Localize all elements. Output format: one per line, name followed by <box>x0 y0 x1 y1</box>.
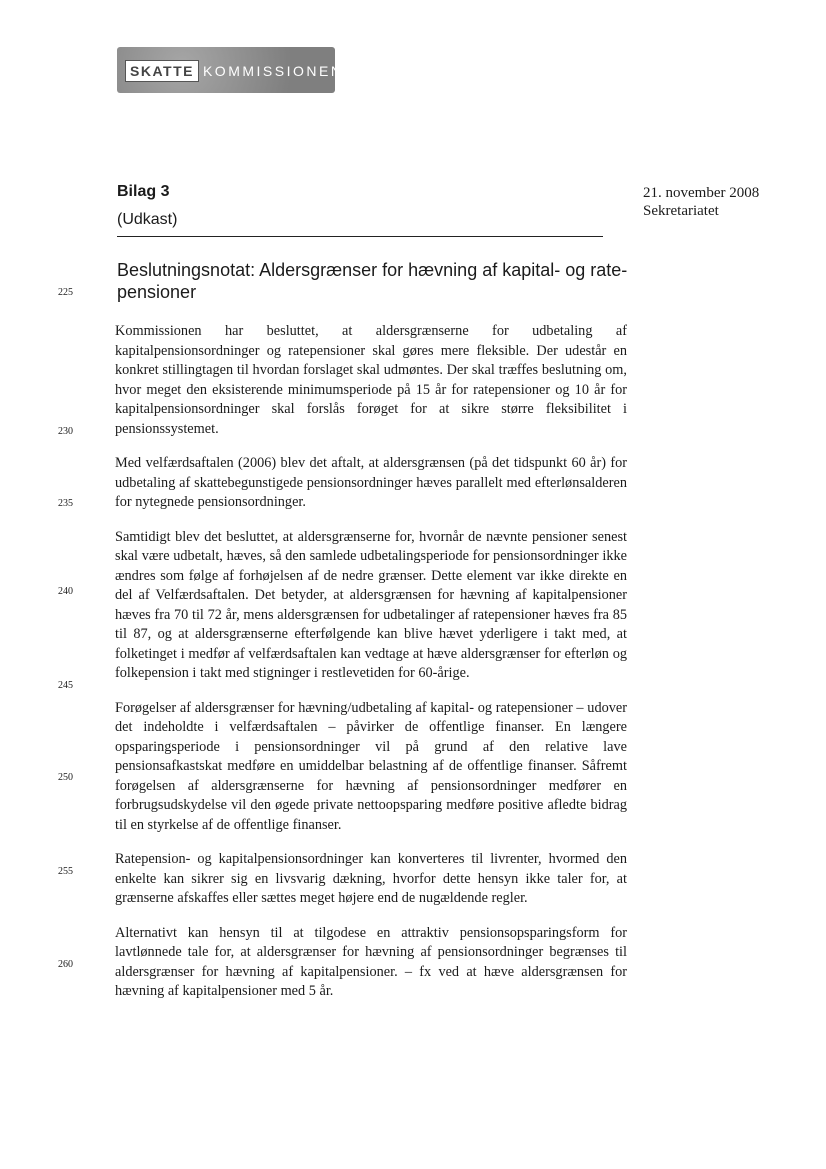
logo-skatte-text: SKATTE <box>125 60 199 82</box>
paragraph: Alternativt kan hensyn til at tilgodese en attraktiv pensionsopsparingsform for lavtlønnede tale for, at aldersgrænser for hævning af pensionsordninger begrænses til aldersgrænser for hævning af kapitalpensioner. – fx ved at hæve aldersgrænsen for hævning af kapitalpensioner med 5 år. <box>115 924 627 999</box>
paragraph: Ratepension- og kapitalpensionsordninger kan konverteres til livrenter, hvormed den enkelte kan sikrer sig en livsvarig dækning, hvorfor dette hensyn ikke taler for, at grænserne afskaffes eller sættes meget højere end de nugældende regler. <box>115 851 627 906</box>
skattekommissionen-logo <box>117 47 344 93</box>
line-number: 230 <box>58 426 73 437</box>
date-block <box>643 184 759 220</box>
body-text <box>115 322 627 1002</box>
line-number: 260 <box>58 959 73 970</box>
department: Sekretariatet <box>643 203 719 219</box>
line-number: 245 <box>58 680 73 691</box>
document-date: 21. november 2008 <box>643 185 760 201</box>
line-number: 225 <box>58 287 73 298</box>
paragraph: Med velfærdsaftalen (2006) blev det aftalt, at aldersgrænsen (på det tidspunkt 60 år) for udbetaling af skattebegunstigede pensionsordninger hæves parallelt med efterlønsalderen for nytegnede pensionsordninger. <box>115 455 627 510</box>
paragraph: Kommissionen har besluttet, at aldersgrænserne for udbetaling af kapitalpensionsordninger og ratepensioner skal gøres mere fleksible. Der udestår en konkret stillingtagen til hvordan forslaget skal udmøntes. Der skal træffes beslutning om, hvor meget den eksisterende minimumsperiode på 15 år for ratepensioner og 10 år for kapitalpensionsordninger skal forslås forøget for at sikre større fleksibilitet i pensionssystemet. <box>115 323 627 437</box>
line-number: 255 <box>58 866 73 877</box>
line-number: 240 <box>58 586 73 597</box>
line-number: 235 <box>58 498 73 509</box>
logo-kommissionen-text: KOMMISSIONEN <box>202 63 344 79</box>
bilag-label: Bilag 3 <box>117 183 170 200</box>
line-number: 250 <box>58 772 73 783</box>
paragraph: Forøgelser af aldersgrænser for hævning/udbetaling af kapital- og ratepensioner – udover det indeholdte i velfærdsaftalen – påvirker de offentlige finanser. En længere opsparingsperiode i pensionsordninger vil på grund af den relative lave pensionsafkastskat medføre en umiddelbar belastning af de offentlige finanser. Såfremt forøgelsen af aldersgrænserne for hævning af pensionsordninger medfører en forbrugsudskydelse vil den øgede private nettoopsparing medføre positive afledte bidrag til en styrkelse af de offentlige finanser. <box>115 699 627 833</box>
document-label <box>117 180 177 232</box>
document-title: Beslutningsnotat: Aldersgrænser for hævning af kapital- og rate-pensioner <box>117 260 628 302</box>
paragraph: Samtidigt blev det besluttet, at aldersgrænserne for, hvornår de nævnte pensioner senest skal være udbetalt, hæves, så den samlede udbetalingsperiode for pensionsordninger ikke ændres som følge af forhøjelsen af de nedre grænser. Dette element var ikke direkte en del af Velfærdsaftalen. Det betyder, at aldersgrænsen for hævning af kapitalpensioner hæves fra 70 til 72 år, mens aldersgrænsen for udbetalinger af ratepensioner hæves fra 85 til 87, og at aldersgrænserne efterfølgende kan blive hævet yderligere i takt med, at folketinget i medfør af velfærdsaftalen kan vedtage at hæve aldersgrænser for efterløn og folkepension i takt med stigninger i restlevetiden for 60-årige. <box>115 528 627 681</box>
header-divider <box>117 236 603 237</box>
udkast-label: (Udkast) <box>117 211 178 228</box>
